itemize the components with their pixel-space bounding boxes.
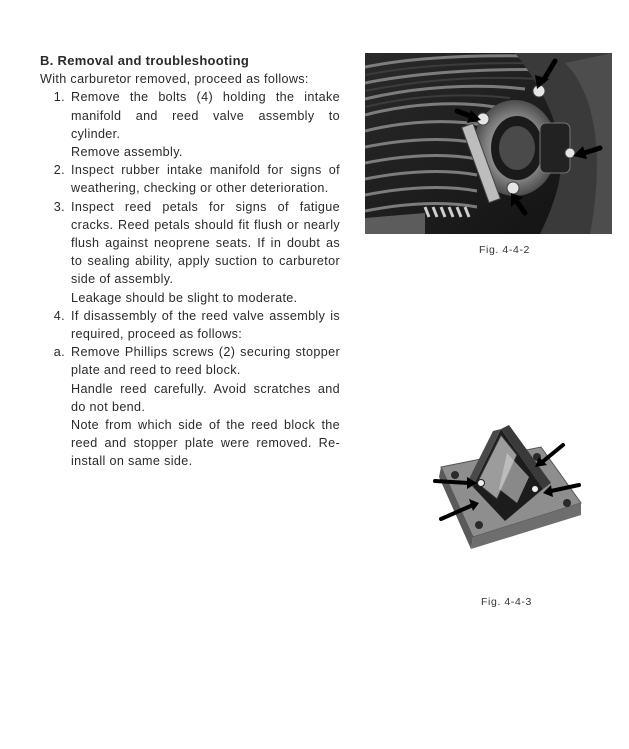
- step-number: a.: [53, 345, 65, 360]
- step-text: Note from which side of the reed block the reed and stopper plate were removed. Re-install on same side.: [71, 418, 340, 469]
- step-text: Leakage should be slight to moderate.: [71, 290, 298, 305]
- figure-caption: Fig. 4-4-2: [479, 244, 530, 256]
- figure-caption: Fig. 4-4-3: [481, 596, 532, 608]
- step-number: 2.: [53, 163, 65, 178]
- intro-paragraph: With carburetor removed, proceed as follows:: [40, 72, 309, 87]
- step-2: [40, 161, 340, 197]
- step-4a: [40, 343, 340, 470]
- reed-valve-photo: [433, 425, 585, 551]
- step-3: [40, 198, 340, 307]
- step-number: 4.: [53, 308, 65, 323]
- text-column: [40, 52, 340, 471]
- intake-manifold-photo: [365, 53, 612, 234]
- step-1: [40, 88, 340, 161]
- step-number: 3.: [53, 199, 65, 214]
- step-text: Handle reed carefully. Avoid scratches and do not bend.: [71, 381, 340, 414]
- step-text: Inspect reed petals for signs of fatigue cracks. Reed petals should fit flush or nearly flush against neoprene seats. If in doubt as to sealing ability, apply suction to carburetor side of assembly.: [71, 199, 340, 287]
- step-4: [40, 307, 340, 343]
- step-text: Remove assembly.: [71, 145, 183, 160]
- step-text: Remove Phillips screws (2) securing stopper plate and reed to reed block.: [71, 345, 340, 378]
- step-text: Inspect rubber intake manifold for signs of weathering, checking or other deterioration.: [71, 163, 340, 196]
- step-text: If disassembly of the reed valve assembly is required, proceed as follows:: [71, 308, 340, 342]
- step-text: Remove the bolts (4) holding the intake manifold and reed valve assembly to cylinder.: [71, 90, 340, 141]
- section-heading: B. Removal and troubleshooting: [40, 53, 250, 68]
- step-number: 1.: [53, 90, 65, 105]
